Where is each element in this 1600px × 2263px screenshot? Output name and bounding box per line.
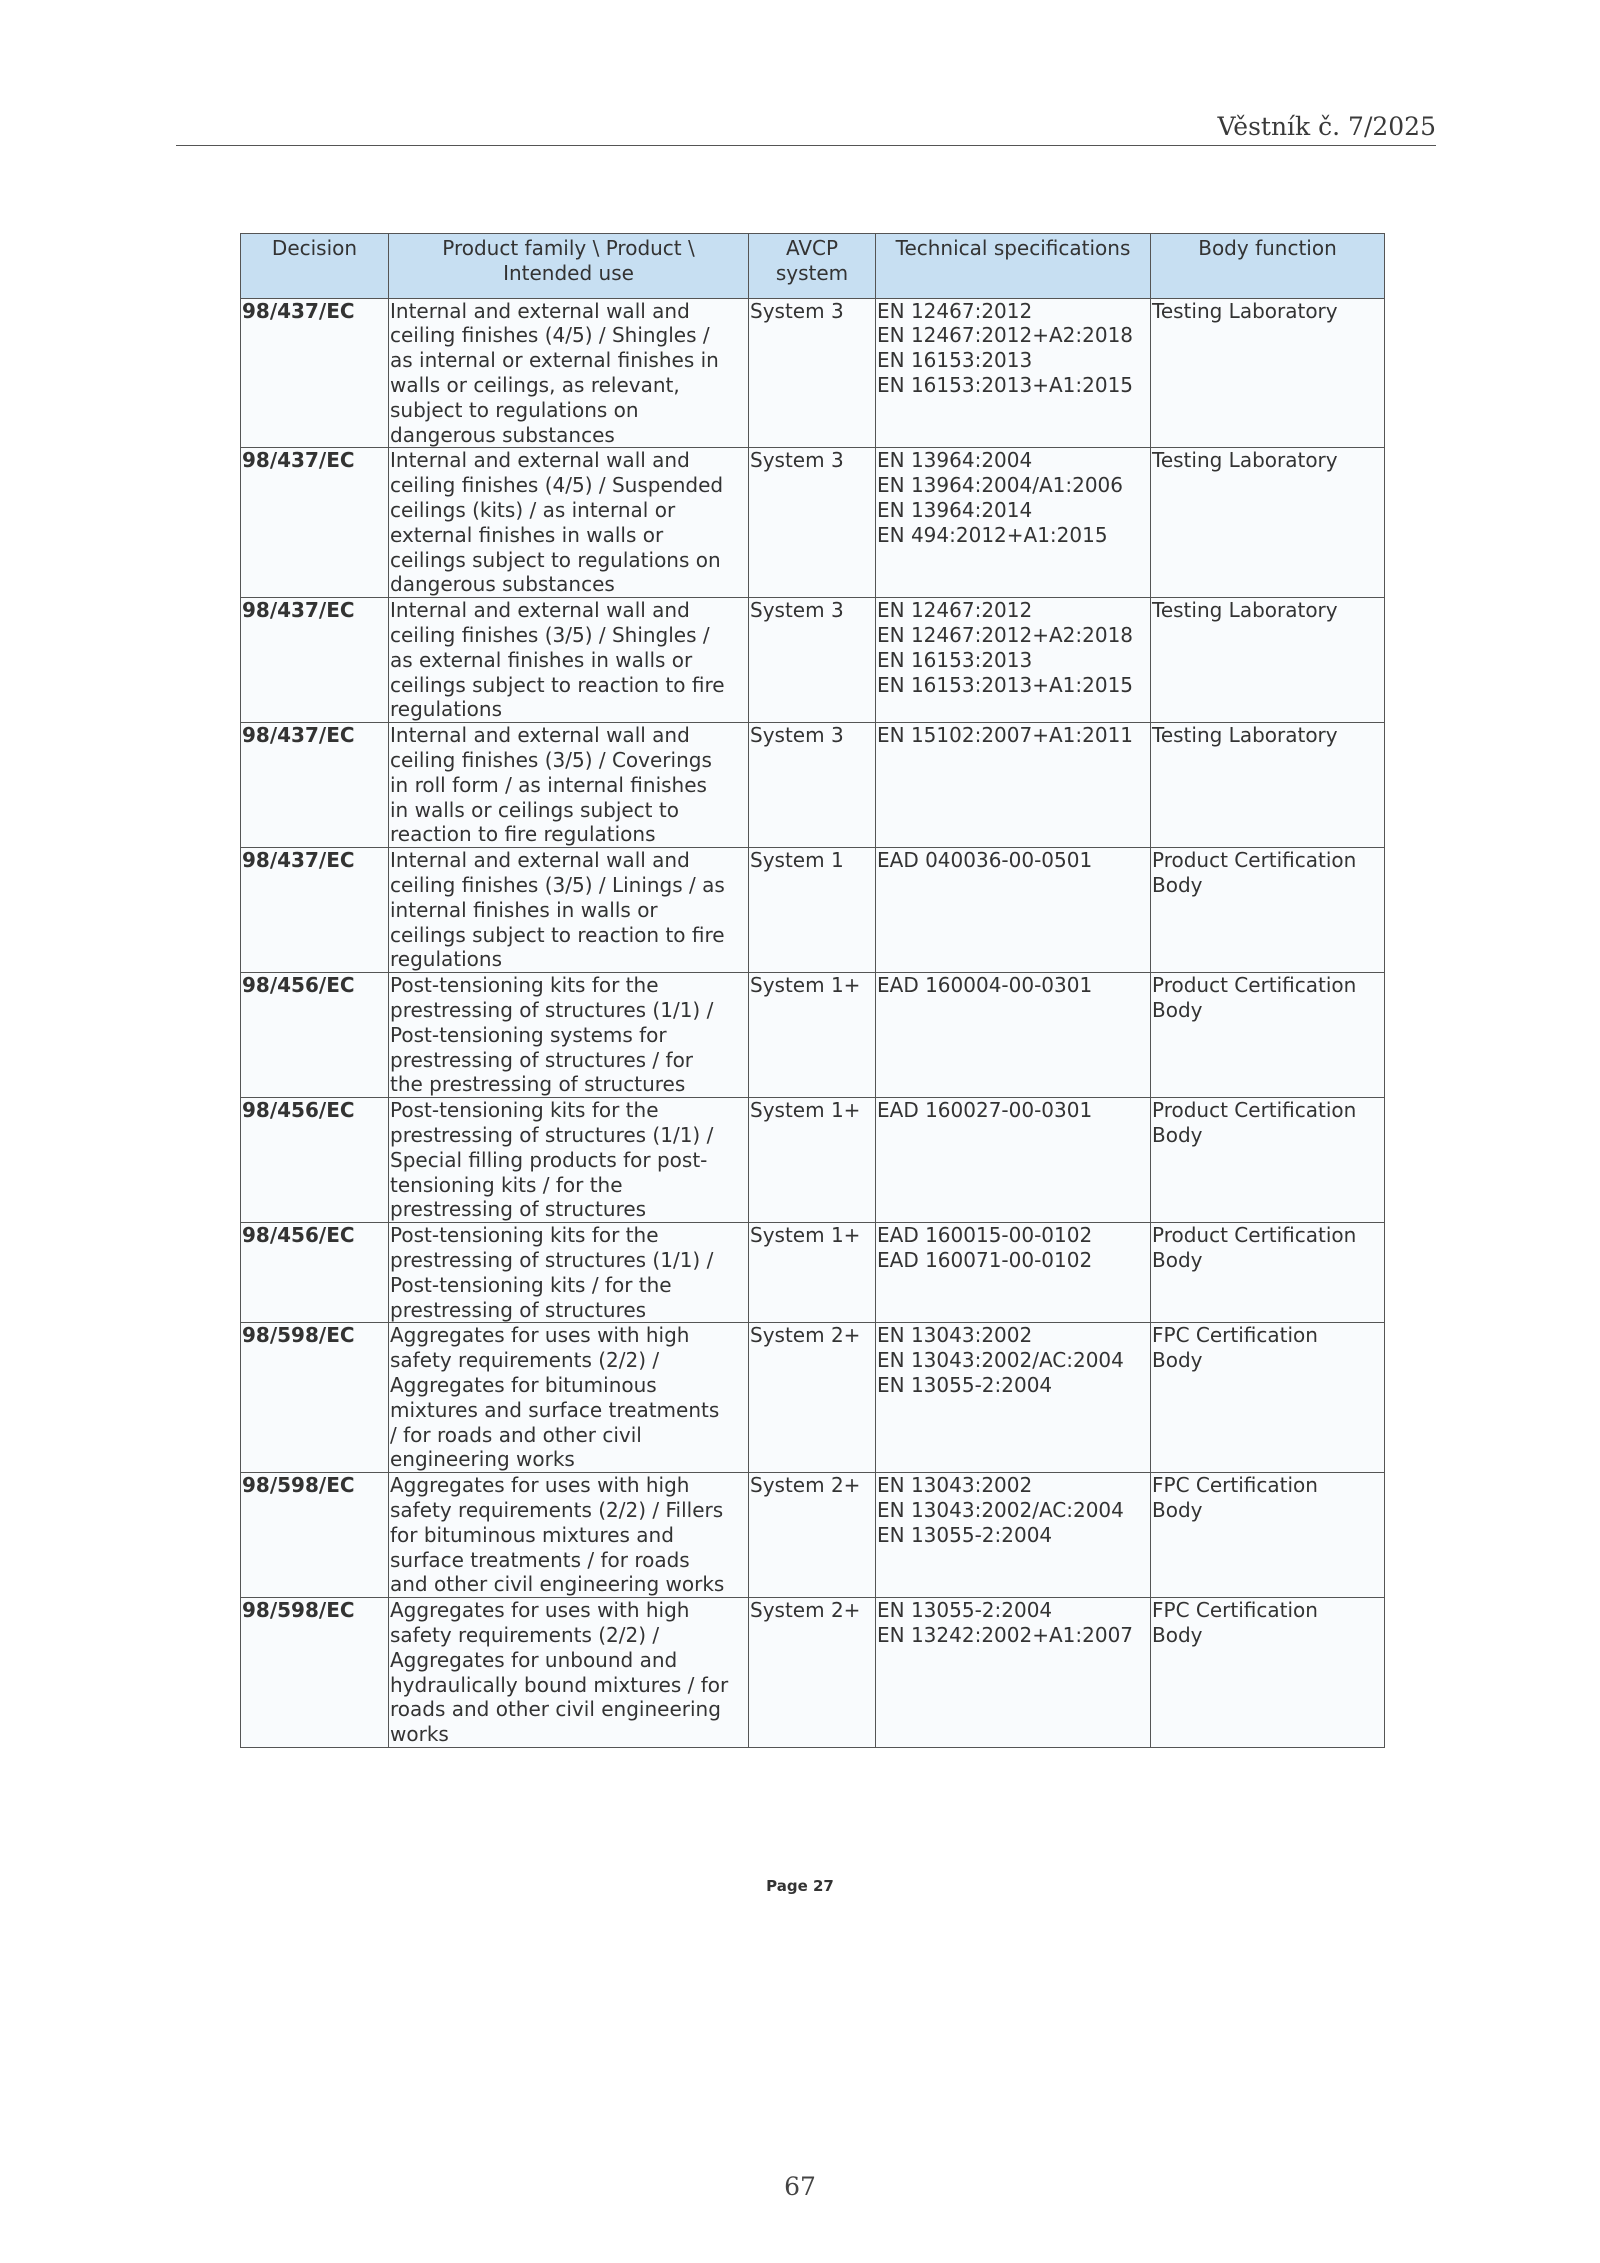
avcp-cell xyxy=(749,1473,876,1598)
cell-line: Testing Laboratory xyxy=(1152,448,1338,473)
decision-cell: 98/456/EC xyxy=(241,1098,389,1223)
avcp-cell xyxy=(749,1098,876,1223)
cell-line: tensioning kits / for the xyxy=(390,1172,623,1197)
table-row xyxy=(241,973,1385,1098)
body-function-cell xyxy=(1151,598,1385,723)
cell-line: walls or ceilings, as relevant, xyxy=(390,372,680,397)
cell-line: Body xyxy=(1152,1247,1203,1272)
decision-cell: 98/598/EC xyxy=(241,1598,389,1748)
body-function-cell xyxy=(1151,1323,1385,1473)
cell-line: ceiling finishes (4/5) / Suspended xyxy=(390,473,724,498)
cell-line: System 1+ xyxy=(750,1098,861,1123)
cell-line: Post-tensioning kits / for the xyxy=(390,1272,672,1297)
cell-line: EN 16153:2013 xyxy=(877,348,1033,373)
cell-line: regulations xyxy=(390,947,503,972)
avcp-cell xyxy=(749,973,876,1098)
cell-line: Post-tensioning systems for xyxy=(390,1022,667,1047)
body-function-cell xyxy=(1151,1473,1385,1598)
column-header-line: Product family \ Product \ xyxy=(442,236,695,260)
body-function-cell xyxy=(1151,848,1385,973)
cell-line: dangerous substances xyxy=(390,572,615,597)
cell-line: Internal and external wall and xyxy=(390,848,690,873)
column-header-avcp xyxy=(749,234,876,299)
avcp-cell xyxy=(749,723,876,848)
cell-line: FPC Certification xyxy=(1152,1323,1318,1348)
cell-line: safety requirements (2/2) / xyxy=(390,1622,660,1647)
specifications-cell xyxy=(876,1098,1151,1223)
cell-line: EN 13055-2:2004 xyxy=(877,1522,1053,1547)
decision-cell: 98/456/EC xyxy=(241,973,389,1098)
cell-line: System 3 xyxy=(750,598,844,623)
cell-line: Aggregates for unbound and xyxy=(390,1647,678,1672)
column-header-line: Intended use xyxy=(503,260,634,285)
product-cell xyxy=(389,448,749,598)
cell-line: as external finishes in walls or xyxy=(390,647,693,672)
cell-line: Body xyxy=(1152,1122,1203,1147)
table-row xyxy=(241,1323,1385,1473)
cell-line: in roll form / as internal finishes xyxy=(390,772,707,797)
column-header-line: Body function xyxy=(1198,236,1337,260)
cell-line: the prestressing of structures xyxy=(390,1072,686,1097)
table-row xyxy=(241,848,1385,973)
cell-line: Body xyxy=(1152,997,1203,1022)
cell-line: EAD 040036-00-0501 xyxy=(877,848,1093,873)
cell-line: Post-tensioning kits for the xyxy=(390,1098,659,1123)
decision-cell: 98/598/EC xyxy=(241,1473,389,1598)
cell-line: ceilings (kits) / as internal or xyxy=(390,497,676,522)
cell-line: Aggregates for uses with high xyxy=(390,1473,690,1498)
specifications-table xyxy=(240,233,1385,1748)
cell-line: ceiling finishes (3/5) / Coverings xyxy=(390,747,712,772)
column-header-product xyxy=(389,234,749,299)
decision-cell: 98/456/EC xyxy=(241,1223,389,1323)
table-row xyxy=(241,298,1385,448)
cell-line: external finishes in walls or xyxy=(390,522,664,547)
cell-line: EN 12467:2012+A2:2018 xyxy=(877,622,1134,647)
table-row xyxy=(241,1473,1385,1598)
specifications-cell xyxy=(876,848,1151,973)
cell-line: Testing Laboratory xyxy=(1152,298,1338,323)
cell-line: Internal and external wall and xyxy=(390,598,690,623)
table-row xyxy=(241,598,1385,723)
cell-line: Body xyxy=(1152,1348,1203,1373)
cell-line: System 1+ xyxy=(750,1223,861,1248)
cell-line: Special filling products for post- xyxy=(390,1147,708,1172)
specifications-cell xyxy=(876,1223,1151,1323)
cell-line: Internal and external wall and xyxy=(390,448,690,473)
cell-line: ceiling finishes (4/5) / Shingles / xyxy=(390,323,710,348)
cell-line: Product Certification xyxy=(1152,1223,1357,1248)
decision-cell: 98/437/EC xyxy=(241,848,389,973)
body-function-cell xyxy=(1151,1098,1385,1223)
cell-line: EAD 160027-00-0301 xyxy=(877,1098,1093,1123)
avcp-cell xyxy=(749,848,876,973)
product-cell xyxy=(389,1323,749,1473)
cell-line: Product Certification xyxy=(1152,973,1357,998)
cell-line: System 3 xyxy=(750,723,844,748)
cell-line: EN 12467:2012 xyxy=(877,298,1033,323)
cell-line: ceilings subject to reaction to fire xyxy=(390,922,725,947)
product-cell xyxy=(389,723,749,848)
table-row xyxy=(241,1223,1385,1323)
cell-line: EN 16153:2013 xyxy=(877,647,1033,672)
cell-line: EN 13055-2:2004 xyxy=(877,1372,1053,1397)
avcp-cell xyxy=(749,448,876,598)
cell-line: Aggregates for bituminous xyxy=(390,1372,657,1397)
cell-line: ceiling finishes (3/5) / Shingles / xyxy=(390,622,710,647)
cell-line: roads and other civil engineering xyxy=(390,1697,721,1722)
decision-cell: 98/598/EC xyxy=(241,1323,389,1473)
column-header-decision xyxy=(241,234,389,299)
cell-line: internal finishes in walls or xyxy=(390,897,658,922)
cell-line: FPC Certification xyxy=(1152,1473,1318,1498)
avcp-cell xyxy=(749,1598,876,1748)
cell-line: regulations xyxy=(390,697,503,722)
cell-line: Product Certification xyxy=(1152,848,1357,873)
cell-line: dangerous substances xyxy=(390,422,615,447)
cell-line: System 1+ xyxy=(750,973,861,998)
cell-line: prestressing of structures (1/1) / xyxy=(390,1122,714,1147)
cell-line: EN 15102:2007+A1:2011 xyxy=(877,723,1134,748)
decision-cell: 98/437/EC xyxy=(241,723,389,848)
cell-line: engineering works xyxy=(390,1447,575,1472)
cell-line: System 2+ xyxy=(750,1323,861,1348)
product-cell xyxy=(389,848,749,973)
cell-line: safety requirements (2/2) / Fillers xyxy=(390,1497,724,1522)
column-header-body xyxy=(1151,234,1385,299)
product-cell xyxy=(389,1598,749,1748)
specifications-cell xyxy=(876,1323,1151,1473)
table-header-row xyxy=(241,234,1385,299)
cell-line: EN 16153:2013+A1:2015 xyxy=(877,372,1134,397)
body-function-cell xyxy=(1151,448,1385,598)
cell-line: surface treatments / for roads xyxy=(390,1547,690,1572)
avcp-cell xyxy=(749,598,876,723)
body-function-cell xyxy=(1151,298,1385,448)
cell-line: as internal or external finishes in xyxy=(390,348,719,373)
cell-line: EAD 160004-00-0301 xyxy=(877,973,1093,998)
product-cell xyxy=(389,973,749,1098)
cell-line: Testing Laboratory xyxy=(1152,598,1338,623)
body-function-cell xyxy=(1151,973,1385,1098)
cell-line: ceiling finishes (3/5) / Linings / as xyxy=(390,872,725,897)
product-cell xyxy=(389,1098,749,1223)
cell-line: subject to regulations on xyxy=(390,397,639,422)
page-number: 67 xyxy=(784,2172,816,2201)
cell-line: Post-tensioning kits for the xyxy=(390,973,659,998)
cell-line: in walls or ceilings subject to xyxy=(390,797,679,822)
column-header-line: system xyxy=(775,260,849,285)
decision-cell: 98/437/EC xyxy=(241,298,389,448)
cell-line: EN 12467:2012+A2:2018 xyxy=(877,323,1134,348)
cell-line: hydraulically bound mixtures / for xyxy=(390,1672,729,1697)
header-rule xyxy=(176,145,1436,146)
cell-line: ceilings subject to reaction to fire xyxy=(390,672,725,697)
column-header-line: Technical specifications xyxy=(895,236,1131,260)
cell-line: EN 494:2012+A1:2015 xyxy=(877,522,1108,547)
cell-line: reaction to fire regulations xyxy=(390,822,656,847)
cell-line: EN 16153:2013+A1:2015 xyxy=(877,672,1134,697)
table-row xyxy=(241,1598,1385,1748)
cell-line: prestressing of structures xyxy=(390,1297,647,1322)
decision-cell: 98/437/EC xyxy=(241,448,389,598)
cell-line: System 3 xyxy=(750,448,844,473)
cell-line: EN 12467:2012 xyxy=(877,598,1033,623)
cell-line: EN 13043:2002 xyxy=(877,1473,1033,1498)
cell-line: Product Certification xyxy=(1152,1098,1357,1123)
cell-line: EAD 160071-00-0102 xyxy=(877,1247,1093,1272)
table-row xyxy=(241,1098,1385,1223)
cell-line: EN 13964:2004/A1:2006 xyxy=(877,473,1123,498)
specifications-cell xyxy=(876,1598,1151,1748)
avcp-cell xyxy=(749,298,876,448)
specifications-cell xyxy=(876,448,1151,598)
cell-line: works xyxy=(390,1722,449,1747)
table-row xyxy=(241,723,1385,848)
cell-line: for bituminous mixtures and xyxy=(390,1522,674,1547)
specifications-cell xyxy=(876,298,1151,448)
cell-line: and other civil engineering works xyxy=(390,1572,725,1597)
column-header-line: Decision xyxy=(271,236,358,260)
body-function-cell xyxy=(1151,723,1385,848)
journal-header: Věstník č. 7/2025 xyxy=(1217,112,1436,141)
cell-line: System 2+ xyxy=(750,1473,861,1498)
cell-line: Testing Laboratory xyxy=(1152,723,1338,748)
cell-line: Internal and external wall and xyxy=(390,298,690,323)
cell-line: EN 13242:2002+A1:2007 xyxy=(877,1622,1134,1647)
cell-line: prestressing of structures xyxy=(390,1197,647,1222)
cell-line: EN 13964:2004 xyxy=(877,448,1033,473)
cell-line: Aggregates for uses with high xyxy=(390,1323,690,1348)
specifications-cell xyxy=(876,1473,1151,1598)
cell-line: Aggregates for uses with high xyxy=(390,1598,690,1623)
body-function-cell xyxy=(1151,1598,1385,1748)
cell-line: System 1 xyxy=(750,848,844,873)
cell-line: EN 13964:2014 xyxy=(877,497,1033,522)
cell-line: / for roads and other civil xyxy=(390,1422,642,1447)
cell-line: prestressing of structures / for xyxy=(390,1047,694,1072)
product-cell xyxy=(389,1473,749,1598)
avcp-cell xyxy=(749,1323,876,1473)
column-header-specs xyxy=(876,234,1151,299)
cell-line: safety requirements (2/2) / xyxy=(390,1348,660,1373)
cell-line: Body xyxy=(1152,1622,1203,1647)
body-function-cell xyxy=(1151,1223,1385,1323)
product-cell xyxy=(389,298,749,448)
cell-line: EN 13043:2002/AC:2004 xyxy=(877,1497,1124,1522)
cell-line: mixtures and surface treatments xyxy=(390,1397,720,1422)
cell-line: System 3 xyxy=(750,298,844,323)
product-cell xyxy=(389,598,749,723)
page-label: Page 27 xyxy=(766,1877,834,1895)
column-header-line: AVCP xyxy=(785,236,839,260)
cell-line: EN 13043:2002 xyxy=(877,1323,1033,1348)
cell-line: System 2+ xyxy=(750,1598,861,1623)
decision-cell: 98/437/EC xyxy=(241,598,389,723)
table-row xyxy=(241,448,1385,598)
cell-line: Post-tensioning kits for the xyxy=(390,1223,659,1248)
product-cell xyxy=(389,1223,749,1323)
cell-line: Internal and external wall and xyxy=(390,723,690,748)
cell-line: ceilings subject to regulations on xyxy=(390,547,721,572)
specifications-cell xyxy=(876,723,1151,848)
cell-line: Body xyxy=(1152,872,1203,897)
cell-line: prestressing of structures (1/1) / xyxy=(390,1247,714,1272)
specifications-cell xyxy=(876,973,1151,1098)
cell-line: FPC Certification xyxy=(1152,1598,1318,1623)
cell-line: prestressing of structures (1/1) / xyxy=(390,997,714,1022)
specifications-cell xyxy=(876,598,1151,723)
cell-line: EN 13043:2002/AC:2004 xyxy=(877,1348,1124,1373)
avcp-cell xyxy=(749,1223,876,1323)
cell-line: Body xyxy=(1152,1497,1203,1522)
cell-line: EN 13055-2:2004 xyxy=(877,1598,1053,1623)
cell-line: EAD 160015-00-0102 xyxy=(877,1223,1093,1248)
